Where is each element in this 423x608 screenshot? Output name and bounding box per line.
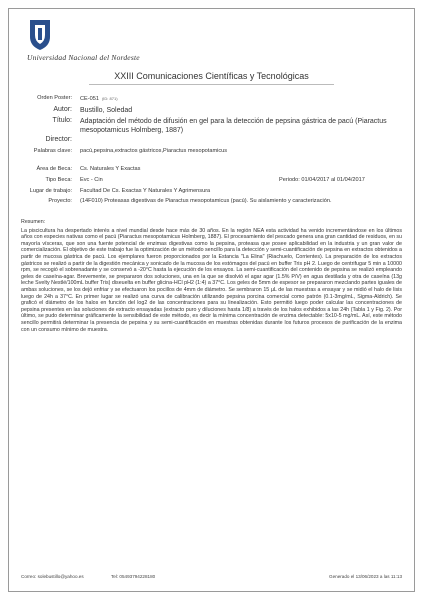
summary-section bbox=[21, 219, 402, 333]
titulo-label: Título: bbox=[52, 117, 72, 124]
proyecto-label: Proyecto: bbox=[48, 198, 72, 204]
periodo-label: Periodo: bbox=[279, 177, 300, 183]
orden-id: (ID: 871) bbox=[101, 96, 118, 101]
tipo-label: Tipo Beca: bbox=[45, 177, 72, 183]
university-logo bbox=[27, 19, 53, 51]
titulo-value: Adaptación del método de difusión en gel para la detección de pepsina gástrica de pacú (Piaractus mesopotamicus Holmberg, 1887) bbox=[80, 118, 387, 134]
summary-title: Resumen: bbox=[21, 219, 46, 225]
footer-email: Correo: solebustillo@yahoo.es bbox=[21, 574, 84, 579]
footer-phone: Tel: 05493794228180 bbox=[111, 574, 156, 579]
conference-title: XXIII Comunicaciones Científicas y Tecnológicas bbox=[114, 71, 309, 81]
autor-label: Autor: bbox=[53, 106, 72, 113]
summary-text: La piscicultura ha despertado interés a nivel mundial desde hace más de 30 años. En la región NEA esta actividad ha venido incrementándose en los últimos años con especies nativas como el pacú (Piaractus mesopotamicus Holmberg, 1887). El procesamiento del pescado genera una gran cantidad de residuos, en su mayoría vísceras, que son una fuente potencial de enzimas digestivas como la pepsina, proteasa que posee aplicabilidad en la industria y un gran valor de comercialización. El objetivo de este trabajo fue la optimización de un método sencillo para la detección y semi-cuantificación de pepsina en extractos obtenidos a partir de mucosa gástrica de pacú. Los ejemplares fueron proporcionados por la Estancia "La Elina" (Riachuelo, Corrientes). La preparación de los extractos gástricos se realizó a partir de la digestión mecánica y sonicado de la mucosa de los estómagos del pacú en buffer Tris pH 2. Luego de centrifugar 5 min a 10000 rpm, se recogió el sobrenadante y se conservó a -20°C hasta la ejecución de los ensayos. La semi-cuantificación del contenido de pepsina se realizó empleando geles de caseína-agar. Brevemente, se prepararon dos soluciones, una en la que se disolvió el agar agar (1.5% P/V) en agua destilada y otra de caseína (13g leche Svelty Nestlé/100mL buffer Tris) diseuelta en buffer glicina-HCl pH2 (1:4) a 37°C. Los geles de 5mm de espesor se prepararon mezclando partes iguales de ambas soluciones, se los dejó enfriar y se efectuaron los pocillos de 4mm de diámetro. Se sembraron 15 µL de las muestras a ensayar y se midió el halo de lisis luego de 24h a 37°C. En primer lugar se realizó una curva de calibración utilizando pepsina porcina comercial como patrón (0.1-3mg/mL, Sigma-Aldrich). Se graficó el diámetro de los halos en función del log2 de las concentraciones para su linealización. Esto permitió luego poder calcular las concentraciones de pepsina presentes en las soluciones de extracto ensayadas (extracto puro y diluciones hasta 1/8) a través de los halos exhibidos a las 24h (Tabla 1 y Fig. 2). Por último, se pudo determinar gráficamente la sensibilidad de este método, es decir la mínima concentración de enzima detectable: 5x10-5 mg/mL. Así, este método sencillo permitirá determinar la presencia de pepsina y su semi-cuantificación en muestras obtenidas durante los futuros procesos de purificación de la enzima con un consumo mínimo de muestra. bbox=[21, 227, 402, 333]
orden-code: CE-051 bbox=[80, 96, 99, 102]
area-label: Área de Beca: bbox=[36, 166, 72, 172]
area-value: Cs. Naturales Y Exactas bbox=[80, 166, 141, 172]
tipo-value: Evc - Cin bbox=[80, 177, 103, 183]
proyecto-value: (14F010) Proteasas digestivas de Piaractus mesopotamicus (pacú). Su aislamiento y caracterización. bbox=[80, 198, 332, 204]
lugar-value: Facultad De Cs. Exactas Y Naturales Y Agrimensura bbox=[80, 188, 211, 194]
institution-name: Universidad Nacional del Nordeste bbox=[27, 53, 140, 62]
orden-value bbox=[80, 95, 404, 104]
palabras-value: pacú,pepsina,extractos gástricos,Piaractus mesopotamicus bbox=[80, 148, 228, 154]
title-divider bbox=[89, 84, 334, 85]
periodo bbox=[279, 177, 365, 185]
lugar-label: Lugar de trabajo: bbox=[29, 188, 72, 194]
palabras-label: Palabras clave: bbox=[33, 148, 72, 154]
footer-generated: Generado el 13/06/2023 a las 11:13 bbox=[329, 574, 402, 579]
orden-label: Orden Poster: bbox=[37, 95, 72, 101]
autor-value: Bustillo, Soledad bbox=[80, 107, 133, 114]
document-page bbox=[8, 8, 415, 592]
director-label: Director: bbox=[45, 136, 72, 143]
periodo-value: 01/04/2017 al 01/04/2017 bbox=[301, 177, 365, 183]
